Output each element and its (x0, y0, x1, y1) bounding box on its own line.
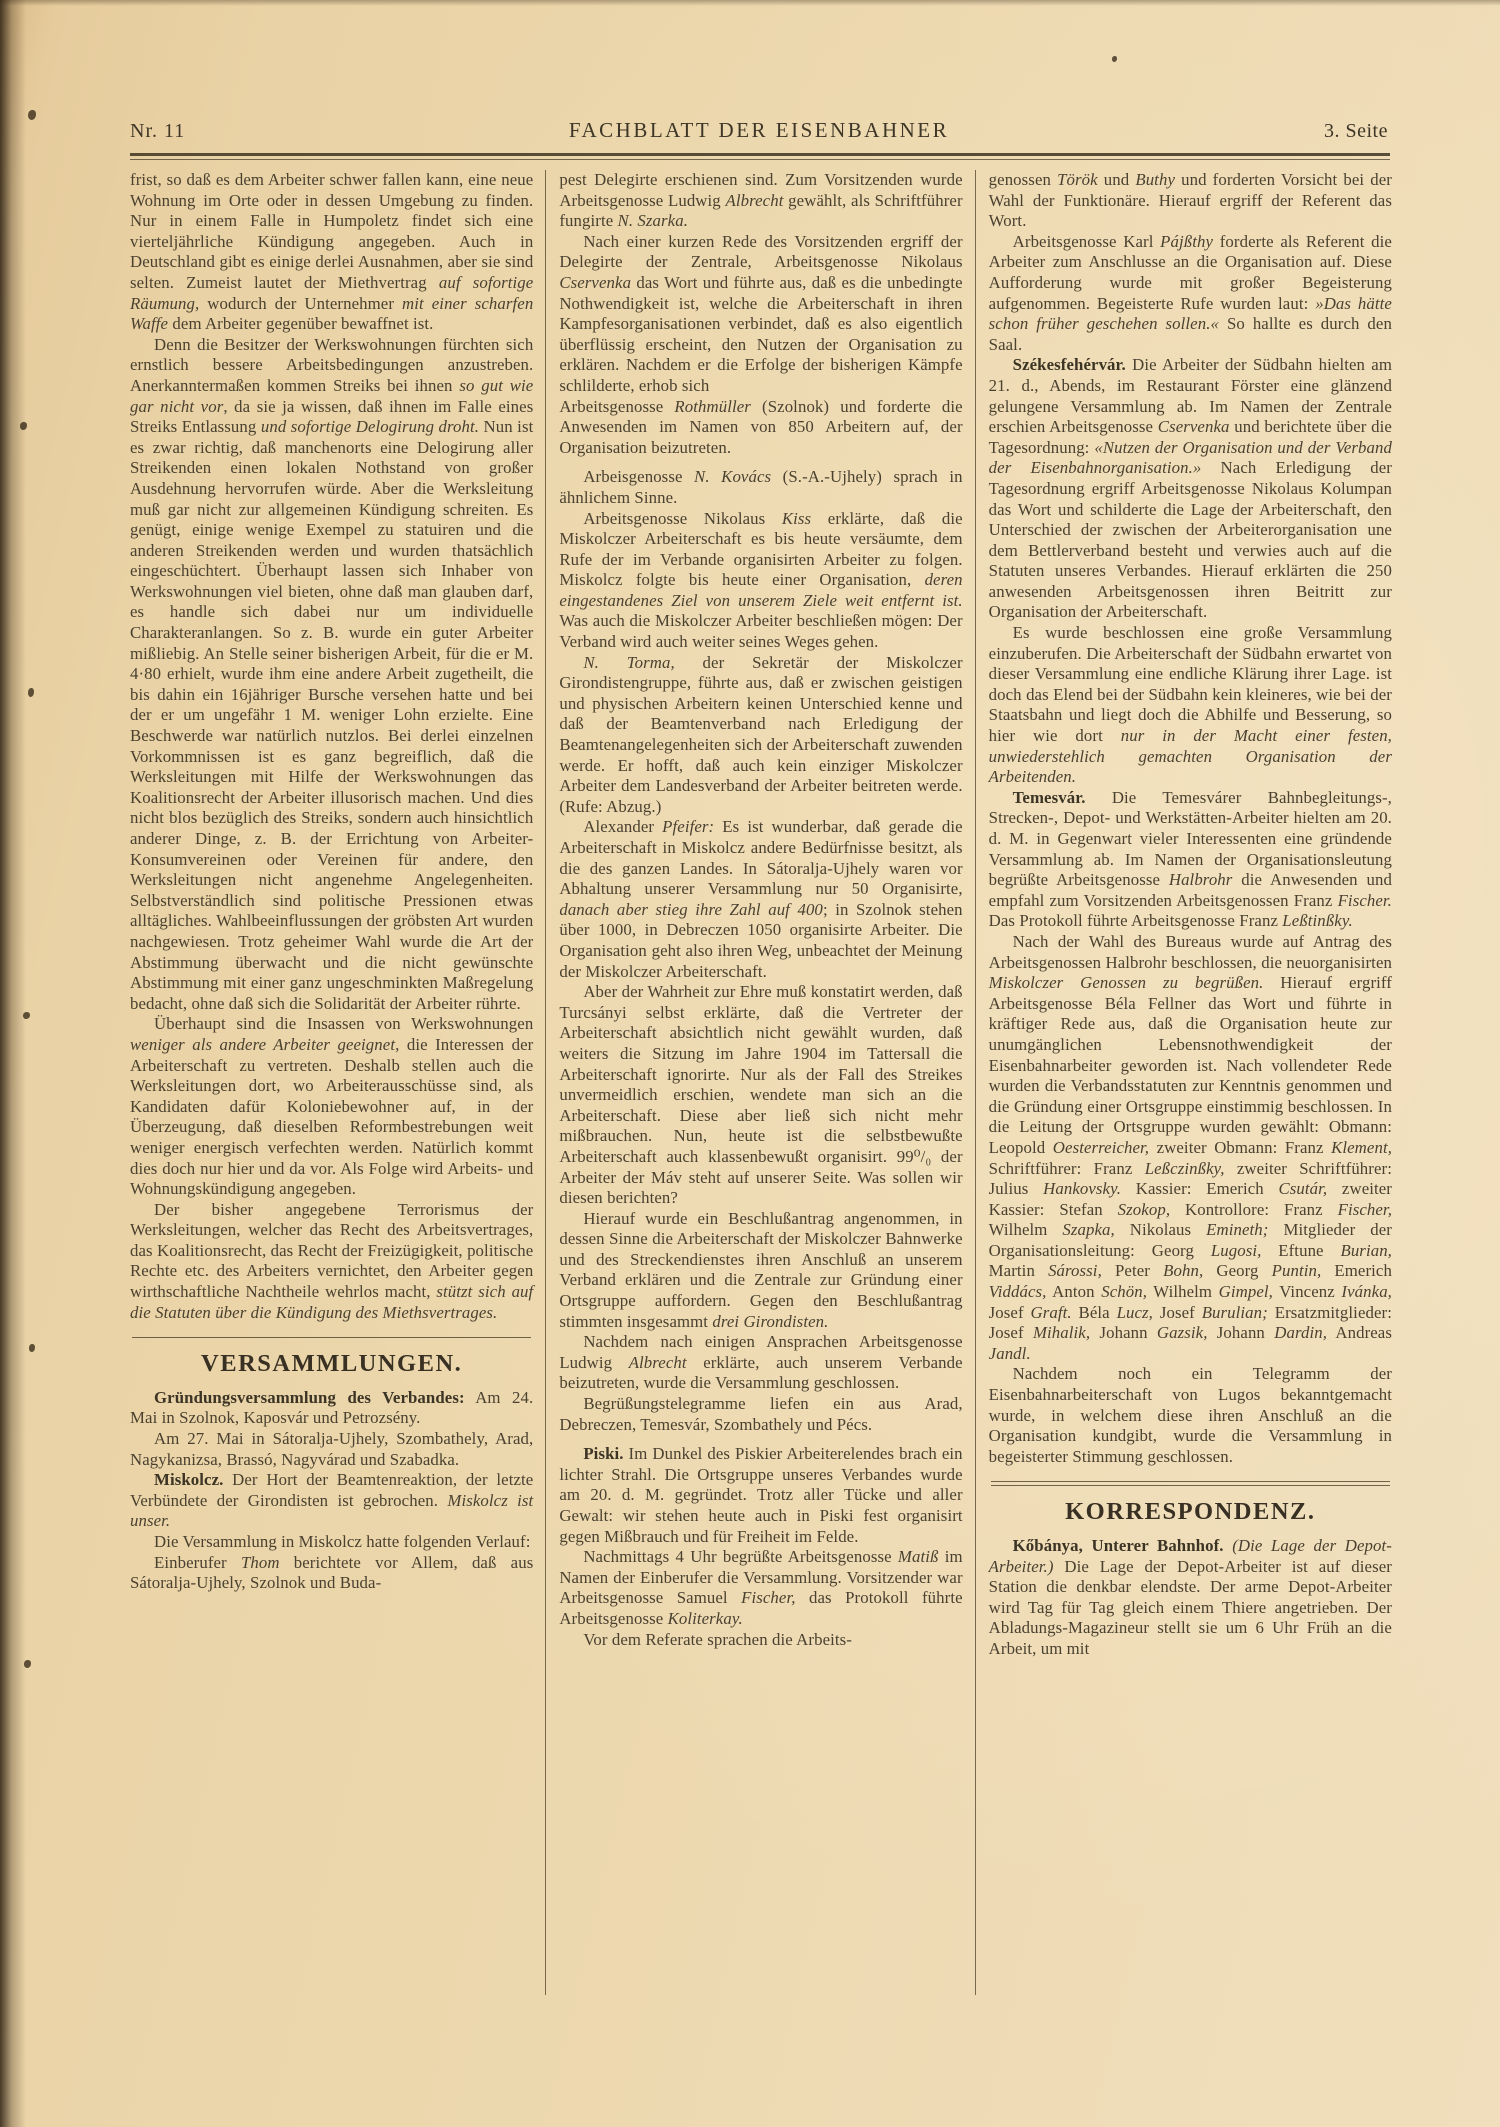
paragraph: Denn die Besitzer der Werkswohnungen fürchten sich ernstlich bessere Arbeitsbedingungen anzustreben. Anerkanntermaßen kommen Streiks bei ihnen so gut wie gar nicht vor, da sie ja wissen, daß ihnen im Falle eines Streiks Entlassung und sofortige Delogirung droht. Nun ist es zwar richtig, daß manchenorts eine Delogirung aller Streikenden einen lokalen Nothstand von großer Ausdehnung hervorrufen würde. Aber die Werksleitung muß gar nicht zur allgemeinen Kündigung schreiten. Es genügt, einige wenige Exempel zu statuiren und die anderen Streikenden werden und wurden thatsächlich eingeschüchtert. Überhaupt lassen sich Inhaber von Werkswohnungen viel bieten, ohne daß man glauben darf, es handle sich dabei nur um individuelle Charakteranlangen. So z. B. wurde ein guter Arbeiter mißliebig. An Stelle seiner bisherigen Arbeit, für die er M. 4·80 erhielt, wurde ihm eine andere Arbeit zugetheilt, die bis dahin ein 16jähriger Bursche versehen hatte und bei der er um ungefähr 1 M. weniger Lohn erzielte. Eine Beschwerde war natürlich nutzlos. Bei derlei einzelnen Vorkommnissen ist es ganz begreiflich, daß die Werksleitungen mit Hilfe der Werkswohnungen das Koalitionsrecht der Arbeiter illusorisch machen. Und dies nicht blos bezüglich des Streiks, sondern auch hinsichtlich anderer Dinge, z. B. der Errichtung von Arbeiter-Konsumvereinen oder Vereinen für andere, den Werksleitungen nicht angenehme Angelegenheiten. Selbstverständlich sind politische Pressionen etwas alltägliches. Wahlbeeinflussungen der gröbsten Art wurden nachgewiesen. Trotz geheimer Wahl wurde die Art der Abstimmung überwacht und die nicht gewünschte Abstimmung mit einer ganz ungeschminkten Maßregelung bedacht, ohne daß sich die Solidarität der Arbeiter rührte. (130, 334, 534, 1013)
paper-speck (28, 110, 36, 120)
paper-speck (28, 688, 34, 697)
paragraph: Arbeisgenosse N. Kovács (S.-A.-Ujhely) sprach in ähnlichem Sinne. (559, 467, 963, 507)
paragraph: Nachdem noch ein Telegramm der Eisenbahnarbeiterschaft von Lugos bekanntgemacht wurde, in welchem diese ihren Anschluß an die Organisation kundgibt, wurde die Versammlung in begeisterter Stimmung geschlossen. (988, 1364, 1392, 1466)
paragraph: Arbeitsgenosse Rothmüller (Szolnok) und forderte die Anwesenden im Namen von 850 Arbeitern auf, der Organisation beizutreten. (559, 396, 963, 457)
paragraph: frist, so daß es dem Arbeiter schwer fallen kann, eine neue Wohnung im Orte oder in dessen Umgebung zu finden. Nur in einem Falle in Humpoletz findet sich eine vierteljährliche Kündigung angegeben. Auch in Deutschland gibt es einige derlei Ausnahmen, aber sie sind selten. Zumeist lautet der Miethvertrag auf sofortige Räumung, wodurch der Unternehmer mit einer scharfen Waffe dem Arbeiter gegenüber bewaffnet ist. (130, 170, 534, 334)
paragraph: Gründungsversammlung des Verbandes: Am 24. Mai in Szolnok, Kaposvár und Petrozsény. (130, 1387, 534, 1428)
paragraph: Miskolcz. Der Hort der Beamtenreaktion, der letzte Verbündete der Girondisten ist gebrochen. Miskolcz ist unser. (130, 1470, 534, 1531)
paragraph: Piski. Im Dunkel des Piskier Arbeiterelendes brach ein lichter Strahl. Die Ortsgruppe unseres Verbandes wurde am 20. d. M. gegründet. Trotz aller Tücke und aller Gewalt: wir stehen heute auch in Piski fest organisirt gegen Mißbrauch und für Freiheit im Felde. (559, 1444, 963, 1546)
paragraph: Temesvár. Die Temesvárer Bahnbegleitungs-, Strecken-, Depot- und Werkstätten-Arbeiter hielten am 20. d. M. in Gegenwart vieler Interessenten eine gründende Versammlung ab. Im Namen der Organisationsleutung begrüßte Arbeitsgenosse Halbrohr die Anwesenden und empfahl zum Vorsitzenden Arbeitsgenossen Franz Fischer. Das Protokoll führte Arbeitsgenosse Franz Leßtinßky. (988, 787, 1392, 931)
paragraph: Vor dem Referate sprachen die Arbeits- (583, 1629, 852, 1649)
paragraph: genossen Török und Buthy und forderten Vorsicht bei der Wahl der Funktionäre. Hierauf ergriff der Referent das Wort. (988, 170, 1392, 231)
paragraph: Überhaupt sind die Insassen von Werkswohnungen weniger als andere Arbeiter geeignet, die Interessen der Arbeiterschaft zu vertreten. Deshalb stellen auch die Werksleitungen dort, wo Arbeiterausschüsse sind, als Kandidaten dafür Koloniebewohner auf, in der Überzeugung, daß dieselben Reformbestrebungen weit weniger energisch verfechten werden. Natürlich kommt dies doch nur hier und da vor. Als Folge wird Arbeits- und Wohnungskündigung angegeben. (130, 1014, 534, 1199)
page-number: 3. Seite (1324, 120, 1388, 142)
paper-speck (20, 422, 27, 430)
paragraph: Nach einer kurzen Rede des Vorsitzenden ergriff der Delegirte der Zentrale, Arbeitsgenosse Nikolaus Cservenka das Wort und führte aus, daß es die unbedingte Nothwendigkeit ist, welche die Arbeiterschaft in ihren Kampfesorganisationen verbindet, daß es also eigentlich überflüssig erscheint, den Nutzen der Organisation zu erklären. Nachdem er die Erfolge der bisherigen Kämpfe schlilderte, erhob sich (559, 231, 963, 395)
paragraph: Hierauf wurde ein Beschlußantrag angenommen, in dessen Sinne die Arbeiterschaft der Miskolczer Bahnwerke und des Streckendienstes ihren Anschluß an unserem Verband erklären und die Zentrale zur Gründung einer Ortsgruppe auffordern. Gegen den Beschlußantrag stimmten insgesammt drei Girondisten. (559, 1208, 963, 1331)
paragraph: Es wurde beschlossen eine große Versammlung einzuberufen. Die Arbeiterschaft der Südbahn erwartet von dieser Versammlung eine endliche Klärung ihrer Lage. ist doch das Elend bei der Südbahn kein kleineres, wie bei der Staatsbahn und liegt doch die Abhilfe und Besserung, so hier wie dort nur in der Macht einer festen, unwiederstehlich gemachten Organisation der Arbeitenden. (988, 623, 1392, 787)
page-content (130, 170, 1392, 1995)
page-title: FACHBLATT DER EISENBAHNER (568, 118, 950, 142)
section-divider (991, 1481, 1390, 1486)
paragraph: Nach der Wahl des Bureaus wurde auf Antrag des Arbeitsgenossen Halbrohr beschlossen, die neuorganisirten Miskolczer Genossen zu begrüßen. Hierauf ergriff Arbeitsgenosse Béla Fellner das Wort und führte in kräftiger Rede aus, daß die Organisation heute zur unumgänglichen Lebensnothwendigkeit der Eisenbahnarbeiter geworden ist. Nach vollendeter Rede wurden die Verbandsstatuten zur Kenntnis genommen und die Gründung einer Ortsgruppe einstimmig beschlossen. In die Leitung der Ortsgruppe wurden gewählt: Obmann: Leopold Oesterreicher, zweiter Obmann: Franz Klement, Schriftführer: Franz Leßczinßky, zweiter Schriftführer: Julius Hankovsky. Kassier: Emerich Csutár, zweiter Kassier: Stefan Szokop, Kontrollore: Franz Fischer, Wilhelm Szapka, Nikolaus Emineth; Mitglieder der Organisationsleitung: Georg Lugosi, Eftune Burian, Martin Sárossi, Peter Bohn, Georg Puntin, Emerich Viddács, Anton Schön, Wilhelm Gimpel, Vincenz Ivánka, Josef Graft. Béla Lucz, Josef Burulian; Ersatzmitglieder: Josef Mihalik, Johann Gazsik, Johann Dardin, Andreas Jandl. (988, 931, 1393, 1363)
paper-speck (1112, 56, 1117, 62)
paragraph: Aber der Wahrheit zur Ehre muß konstatirt werden, daß Turcsányi selbst erklärte, daß die Vertreter der Arbeiterschaft absichtlich nicht gewählt wurden, daß weiters die Sitzung im Jahre 1904 im Tattersall die Arbeiterschaft ignorirte. Nur als der Fall des Streikes unvermeidlich erschien, wendete man sich an die Arbeiterschaft. Diese aber ließ sich nicht mehr mißbrauchen. Nun, heute ist die selbstbewußte Arbeiterschaft auch klassenbewußt organisirt. 99⁰/₀ der Arbeiter der Máv steht auf unserer Seite. Was sollen wir diesen berichten? (559, 982, 963, 1208)
paragraph: Einberufer Thom berichtete vor Allem, daß aus Sátoralja-Ujhely, Szolnok und Buda- (130, 1552, 534, 1593)
paragraph: Székesfehérvár. Die Arbeiter der Südbahn hielten am 21. d., Abends, im Restaurant Förster eine glänzend gelungene Versammlung ab. Im Namen der Zentrale erschien Arbeitsgenosse Cservenka und berichtete über die Tagesordnung: «Nutzen der Organisation und der Verband der Eisenbahnorganisation.» Nach Erledigung der Tagesordnung ergriff Arbeitsgenosse Nikolaus Kolumpan das Wort und schilderte die Lage der Arbeiterschaft, den Unterschied der zwischen der Arbeiterorganisation une dem Bettlerverband besteht und verwies auch auf die Statuten unseres Verbandes. Hierauf erklärten die 250 anwesenden Arbeitsgenossen ihren Beitritt zur Organisation der Arbeiterschaft. (988, 355, 1392, 622)
paragraph: Nachmittags 4 Uhr begrüßte Arbeitsgenosse Matiß im Namen der Einberufer die Versammlung. Vorsitzender war Arbeitsgenosse Samuel Fischer, das Protokoll führte Arbeitsgenosse Koliterkay. (559, 1547, 963, 1628)
section-heading: KORRESPONDENZ. (1065, 1498, 1316, 1526)
paragraph: Arbeitsgenosse Nikolaus Kiss erklärte, daß die Miskolczer Arbeiterschaft es bis heute versäumte, dem Rufe der im Verbande organisirten Arbeiter zu folgen. Miskolcz folgte bis heute einer Organisation, deren eingestandenes Ziel von unserem Ziele weit entfernt ist. Was auch die Miskolczer Arbeiter beschließen mögen: Der Verband wird auch weiter seines Weges gehen. (559, 508, 963, 652)
paragraph: N. Torma, der Sekretär der Miskolczer Girondistengruppe, führte aus, daß er zwischen geistigen und physischen Arbeitern keinen Unterschied kenne und daß der Beamtenverband nach Erledigung der Beamtenangelegenheiten sich der Arbeiterschaft zuwenden werde. Er hofft, daß auch kein einziger Miskolczer Arbeiter dem Landesverband der Arbeiter beitreten werde. (Rufe: Abzug.) (559, 652, 963, 816)
paragraph: Die Versammlung in Miskolcz hatte folgenden Verlauf: (154, 1532, 531, 1551)
paragraph: Alexander Pfeifer: Es ist wunderbar, daß gerade die Arbeiterschaft in Miskolcz andere Bedürfnisse besitzt, als die des ganzen Landes. In Sátoralja-Ujhely waren vor Abhaltung unserer Versammlung nur 50 Organisirte, danach aber stieg ihre Zahl auf 400; in Szolnok stehen über 1000, in Debreczen 1050 organisirte Arbeiter. Die Organisation geht also ihren Weg, unbeachtet der Meinung der Miskolczer Arbeiterschaft. (559, 817, 963, 981)
page-header (130, 118, 1388, 143)
paper-speck (24, 1660, 31, 1668)
paragraph: Arbeitsgenosse Karl Pájßthy forderte als Referent die Arbeiter zum Anschlusse an die Organisation auf. Diese Aufforderung wurde mit großer Begeisterung aufgenommen. Begeisterte Rufe wurden laut: »Das hätte schon früher geschehen sollen.« So hallte es durch den Saal. (988, 231, 1392, 354)
paragraph: Der bisher angegebene Terrorismus der Werksleitungen, welcher das Recht des Arbeitsvertrages, das Koalitionsrecht, das Recht der Freizügigkeit, politische Rechte etc. des Arbeiters vernichtet, den Arbeiter gegen wirthschaftliche Nachtheile wehrlos macht, stützt sich auf die Statuten über die Kündigung des Miethsvertrages. (130, 1199, 534, 1322)
column-1 (130, 170, 533, 1995)
paper-speck (29, 1344, 35, 1352)
column-2 (545, 170, 962, 1995)
paragraph: Nachdem nach einigen Ansprachen Arbeitsgenosse Ludwig Albrecht erklärte, auch unserem Verbande beizutreten, wurde die Versammlung geschlossen. (559, 1332, 963, 1393)
column-3 (975, 170, 1392, 1995)
issue-number: Nr. 11 (130, 120, 186, 142)
header-rule (130, 153, 1390, 160)
section-heading: VERSAMMLUNGEN. (201, 1350, 463, 1378)
paragraph: Begrüßungstelegramme liefen ein aus Arad, Debreczen, Temesvár, Szombathely und Pécs. (559, 1394, 963, 1434)
paragraph: Am 27. Mai in Sátoralja-Ujhely, Szombathely, Arad, Nagykanizsa, Brassó, Nagyvárad und Szabadka. (130, 1429, 534, 1469)
paper-speck (23, 1012, 30, 1019)
paragraph: pest Delegirte erschienen sind. Zum Vorsitzenden wurde Arbeitsgenosse Ludwig Albrecht gewählt, als Schriftführer fungirte N. Szarka. (559, 170, 963, 231)
paragraph: Kőbánya, Unterer Bahnhof. (Die Lage der Depot-Arbeiter.) Die Lage der Depot-Arbeiter ist auf dieser Station die denkbar elendste. Der arme Depot-Arbeiter wird Tag für Tag gleich einem Thiere angetrieben. Der Abladungs-Magazineur stellt sie um 6 Uhr Früh an die Arbeit, um mit (988, 1536, 1392, 1658)
section-divider (132, 1337, 531, 1338)
